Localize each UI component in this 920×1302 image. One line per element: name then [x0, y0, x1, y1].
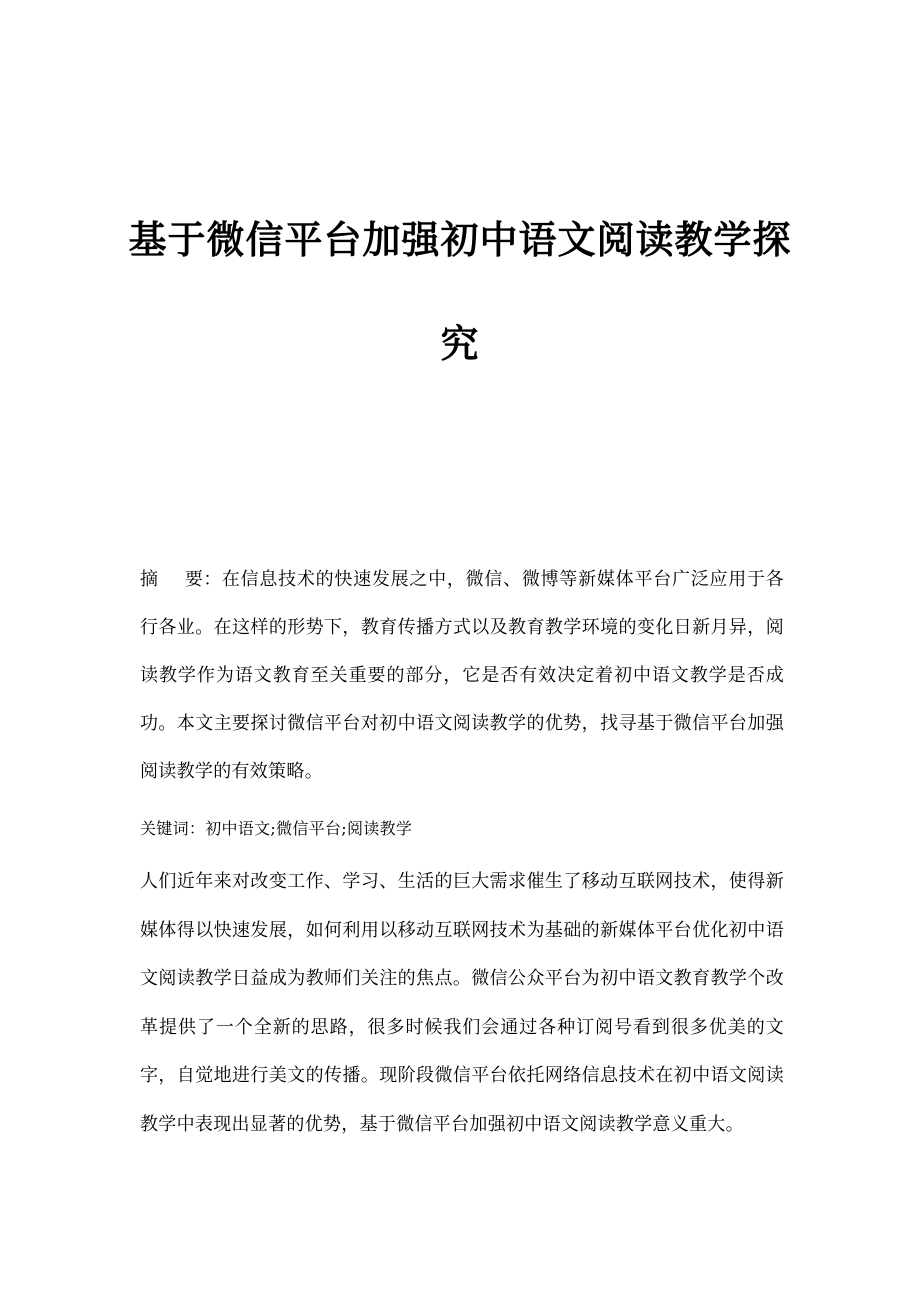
abstract-text: 在信息技术的快速发展之中，微信、微博等新媒体平台广泛应用于各行各业。在这样的形势下，教育传播方式以及教育教学环境的变化日新月异，阅读教学作为语文教育至关重要的部分，它是否有效决定着初中语文教学是否成功。本文主要探讨微信平台对初中语文阅读教学的优势，找寻基于微信平台加强阅读教学的有效策略。: [140, 569, 785, 782]
abstract-label: [140, 569, 222, 590]
abstract-label-part1: 摘: [140, 569, 159, 590]
abstract-paragraph: [140, 556, 784, 796]
document-title: 基于微信平台加强初中语文阅读教学探究: [128, 217, 792, 366]
intro-paragraph: 人们近年来对改变工作、学习、生活的巨大需求催生了移动互联网技术，使得新媒体得以快速发展，如何利用以移动互联网技术为基础的新媒体平台优化初中语文阅读教学日益成为教师们关注的焦点。微信公众平台为初中语文教育教学个改革提供了一个全新的思路，很多时候我们会通过各种订阅号看到很多优美的文字，自觉地进行美文的传播。现阶段微信平台依托网络信息技术在初中语文阅读教学中表现出显著的优势，基于微信平台加强初中语文阅读教学意义重大。: [140, 871, 784, 1135]
keywords-line: [140, 805, 784, 853]
keywords-text: 初中语文;微信平台;阅读教学: [205, 819, 413, 838]
keywords-label: 关键词：: [140, 819, 206, 838]
abstract-label-part2: 要：: [184, 569, 222, 590]
